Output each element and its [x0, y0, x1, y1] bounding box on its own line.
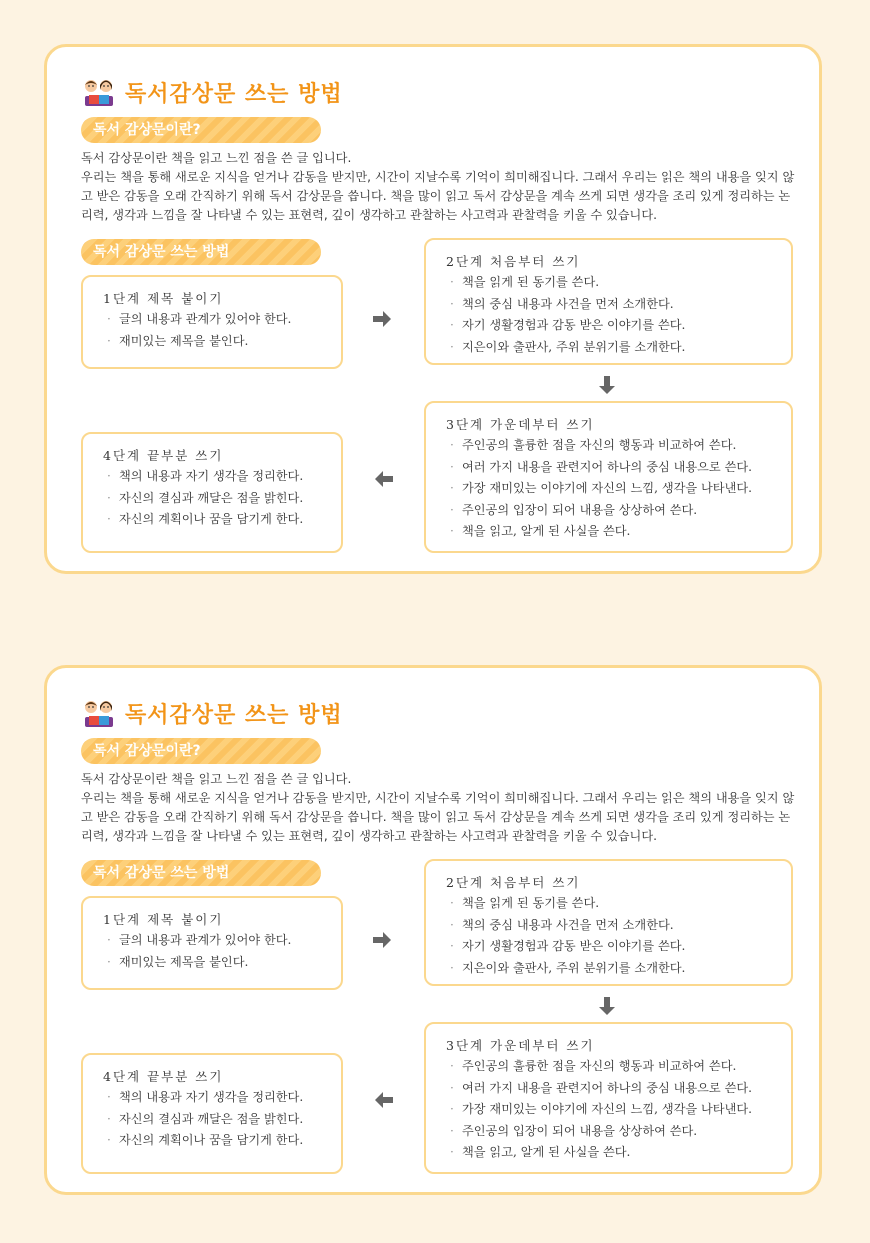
- step-title: 3단계 가운데부터 쓰기: [446, 1038, 595, 1053]
- intro-line: 독서 감상문이란 책을 읽고 느낀 점을 쓴 글 입니다.: [81, 772, 352, 786]
- intro-text: [81, 149, 801, 225]
- card-title: [79, 696, 343, 730]
- list-item: · 책의 중심 내용과 사건을 먼저 소개한다.: [450, 294, 777, 316]
- card-title: [79, 75, 343, 109]
- list-item: · 자신의 결심과 깨달은 점을 밝힌다.: [107, 1109, 327, 1131]
- list-item: · 자기 생활경험과 감동 받은 이야기를 쓴다.: [450, 315, 777, 337]
- step-1-box: [81, 275, 343, 369]
- list-item: · 가장 재미있는 이야기에 자신의 느낌, 생각을 나타낸다.: [450, 478, 777, 500]
- section-label-what-is: 독서 감상문이란?: [81, 117, 321, 143]
- list-item: · 글의 내용과 관계가 있어야 한다.: [107, 309, 327, 331]
- list-item: · 가장 재미있는 이야기에 자신의 느낌, 생각을 나타낸다.: [450, 1099, 777, 1121]
- step-title: 2단계 처음부터 쓰기: [446, 875, 581, 890]
- kids-reading-icon: [79, 697, 119, 729]
- arrow-left-icon: [375, 1092, 393, 1108]
- section-label-what-is: 독서 감상문이란?: [81, 738, 321, 764]
- page-title: 독서감상문 쓰는 방법: [125, 81, 343, 107]
- list-item: · 책의 내용과 자기 생각을 정리한다.: [107, 1087, 327, 1109]
- list-item: · 자신의 계획이나 꿈을 담기게 한다.: [107, 509, 327, 531]
- list-item: · 여러 가지 내용을 관련지어 하나의 중심 내용으로 쓴다.: [450, 1078, 777, 1100]
- arrow-right-icon: [373, 311, 391, 327]
- intro-paragraph: 우리는 책을 통해 새로운 지식을 얻거나 감동을 받지만, 시간이 지날수록 기억이 희미해집니다. 그래서 우리는 읽은 책의 내용을 잊지 않고 받은 감동을 오래 간직하기 위해 독서 감상문을 씁니다. 책을 많이 읽고 독서 감상문을 계속 쓰게 되면 생각을 조리 있게 정리하는 논리력, 생각과 느낌을 잘 나타낼 수 있는 표현력, 깊이 생각하고 관찰하는 사고력과 관찰력을 키울 수 있습니다.: [81, 170, 795, 222]
- step-2-box: [424, 238, 793, 365]
- step-title: 1단계 제목 붙이기: [103, 912, 224, 927]
- arrow-left-icon: [375, 471, 393, 487]
- list-item: · 책을 읽고, 알게 된 사실을 쓴다.: [450, 521, 777, 543]
- step-3-box: [424, 1022, 793, 1174]
- list-item: · 자기 생활경험과 감동 받은 이야기를 쓴다.: [450, 936, 777, 958]
- step-1-box: [81, 896, 343, 990]
- step-title: 2단계 처음부터 쓰기: [446, 254, 581, 269]
- step-4-box: [81, 432, 343, 553]
- kids-reading-icon: [79, 76, 119, 108]
- step-2-box: [424, 859, 793, 986]
- page-title: 독서감상문 쓰는 방법: [125, 702, 343, 728]
- section-label-how-to: 독서 감상문 쓰는 방법: [81, 860, 321, 886]
- arrow-down-icon: [599, 376, 615, 394]
- list-item: · 지은이와 출판사, 주위 분위기를 소개한다.: [450, 958, 777, 980]
- list-item: · 재미있는 제목을 붙인다.: [107, 952, 327, 974]
- section-label-how-to: 독서 감상문 쓰는 방법: [81, 239, 321, 265]
- list-item: · 책을 읽고, 알게 된 사실을 쓴다.: [450, 1142, 777, 1164]
- step-4-box: [81, 1053, 343, 1174]
- arrow-down-icon: [599, 997, 615, 1015]
- list-item: · 책의 중심 내용과 사건을 먼저 소개한다.: [450, 915, 777, 937]
- intro-line: 독서 감상문이란 책을 읽고 느낀 점을 쓴 글 입니다.: [81, 151, 352, 165]
- list-item: · 주인공의 입장이 되어 내용을 상상하여 쓴다.: [450, 500, 777, 522]
- arrow-right-icon: [373, 932, 391, 948]
- list-item: · 자신의 결심과 깨달은 점을 밝힌다.: [107, 488, 327, 510]
- list-item: · 주인공의 훌륭한 점을 자신의 행동과 비교하여 쓴다.: [450, 435, 777, 457]
- list-item: · 책의 내용과 자기 생각을 정리한다.: [107, 466, 327, 488]
- list-item: · 책을 읽게 된 동기를 쓴다.: [450, 272, 777, 294]
- list-item: · 글의 내용과 관계가 있어야 한다.: [107, 930, 327, 952]
- step-3-box: [424, 401, 793, 553]
- list-item: · 지은이와 출판사, 주위 분위기를 소개한다.: [450, 337, 777, 359]
- guide-card-1: [44, 44, 822, 574]
- intro-paragraph: 우리는 책을 통해 새로운 지식을 얻거나 감동을 받지만, 시간이 지날수록 기억이 희미해집니다. 그래서 우리는 읽은 책의 내용을 잊지 않고 받은 감동을 오래 간직하기 위해 독서 감상문을 씁니다. 책을 많이 읽고 독서 감상문을 계속 쓰게 되면 생각을 조리 있게 정리하는 논리력, 생각과 느낌을 잘 나타낼 수 있는 표현력, 깊이 생각하고 관찰하는 사고력과 관찰력을 키울 수 있습니다.: [81, 791, 795, 843]
- list-item: · 재미있는 제목을 붙인다.: [107, 331, 327, 353]
- list-item: · 여러 가지 내용을 관련지어 하나의 중심 내용으로 쓴다.: [450, 457, 777, 479]
- list-item: · 자신의 계획이나 꿈을 담기게 한다.: [107, 1130, 327, 1152]
- step-title: 1단계 제목 붙이기: [103, 291, 224, 306]
- step-title: 4단계 끝부분 쓰기: [103, 1069, 224, 1084]
- intro-text: [81, 770, 801, 846]
- list-item: · 주인공의 입장이 되어 내용을 상상하여 쓴다.: [450, 1121, 777, 1143]
- step-title: 3단계 가운데부터 쓰기: [446, 417, 595, 432]
- step-title: 4단계 끝부분 쓰기: [103, 448, 224, 463]
- guide-card-2: [44, 665, 822, 1195]
- list-item: · 주인공의 훌륭한 점을 자신의 행동과 비교하여 쓴다.: [450, 1056, 777, 1078]
- list-item: · 책을 읽게 된 동기를 쓴다.: [450, 893, 777, 915]
